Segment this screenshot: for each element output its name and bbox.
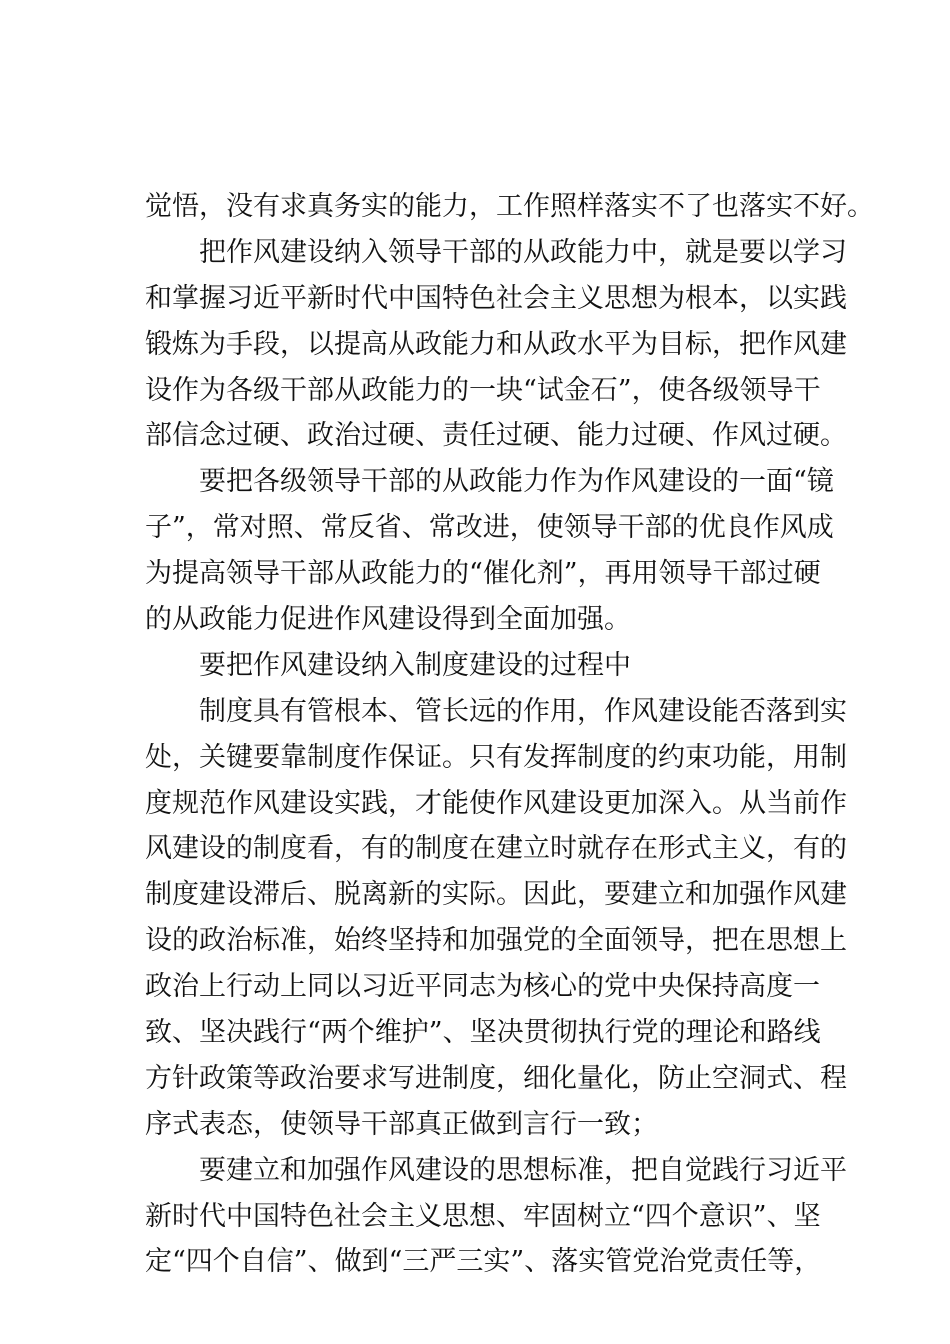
text-line: 制度具有管根本、管长远的作用，作风建设能否落到实 (199, 695, 847, 727)
text-line: 序式表态，使领导干部真正做到言行一致； (145, 1108, 658, 1140)
text-line: 新时代中国特色社会主义思想、牢固树立“四个意识”、坚 (145, 1200, 821, 1232)
text-line: 方针政策等政治要求写进制度，细化量化，防止空洞式、程 (145, 1062, 847, 1094)
text-line: 要建立和加强作风建设的思想标准，把自觉践行习近平 (199, 1154, 847, 1186)
section-heading: 要把作风建设纳入制度建设的过程中 (199, 649, 631, 681)
text-line: 风建设的制度看，有的制度在建立时就存在形式主义，有的 (145, 833, 847, 865)
text-line: 和掌握习近平新时代中国特色社会主义思想为根本，以实践 (145, 282, 847, 314)
text-line: 的从政能力促进作风建设得到全面加强。 (145, 604, 631, 636)
text-line: 为提高领导干部从政能力的“催化剂”，再用领导干部过硬 (145, 558, 821, 590)
text-line: 制度建设滞后、脱离新的实际。因此，要建立和加强作风建 (145, 879, 847, 911)
text-line: 子”，常对照、常反省、常改进，使领导干部的优良作风成 (145, 512, 834, 544)
text-line: 处，关键要靠制度作保证。只有发挥制度的约束功能，用制 (145, 741, 847, 773)
text-line: 定“四个自信”、做到“三严三实”、落实管党治党责任等， (145, 1246, 822, 1278)
text-line: 觉悟，没有求真务实的能力，工作照样落实不了也落实不好。 (145, 191, 874, 222)
text-line: 把作风建设纳入领导干部的从政能力中，就是要以学习 (199, 236, 847, 268)
text-line: 设作为各级干部从政能力的一块“试金石”，使各级领导干 (145, 374, 821, 406)
text-line: 度规范作风建设实践，才能使作风建设更加深入。从当前作 (145, 787, 847, 819)
body-text (145, 184, 874, 1285)
text-line: 锻炼为手段，以提高从政能力和从政水平为目标，把作风建 (145, 328, 847, 360)
text-line: 政治上行动上同以习近平同志为核心的党中央保持高度一 (145, 971, 820, 1003)
text-line: 设的政治标准，始终坚持和加强党的全面领导，把在思想上 (145, 925, 847, 957)
text-line: 要把各级领导干部的从政能力作为作风建设的一面“镜 (199, 466, 834, 498)
text-line: 致、坚决践行“两个维护”、坚决贯彻执行党的理论和路线 (145, 1017, 821, 1049)
text-line: 部信念过硬、政治过硬、责任过硬、能力过硬、作风过硬。 (145, 420, 847, 452)
